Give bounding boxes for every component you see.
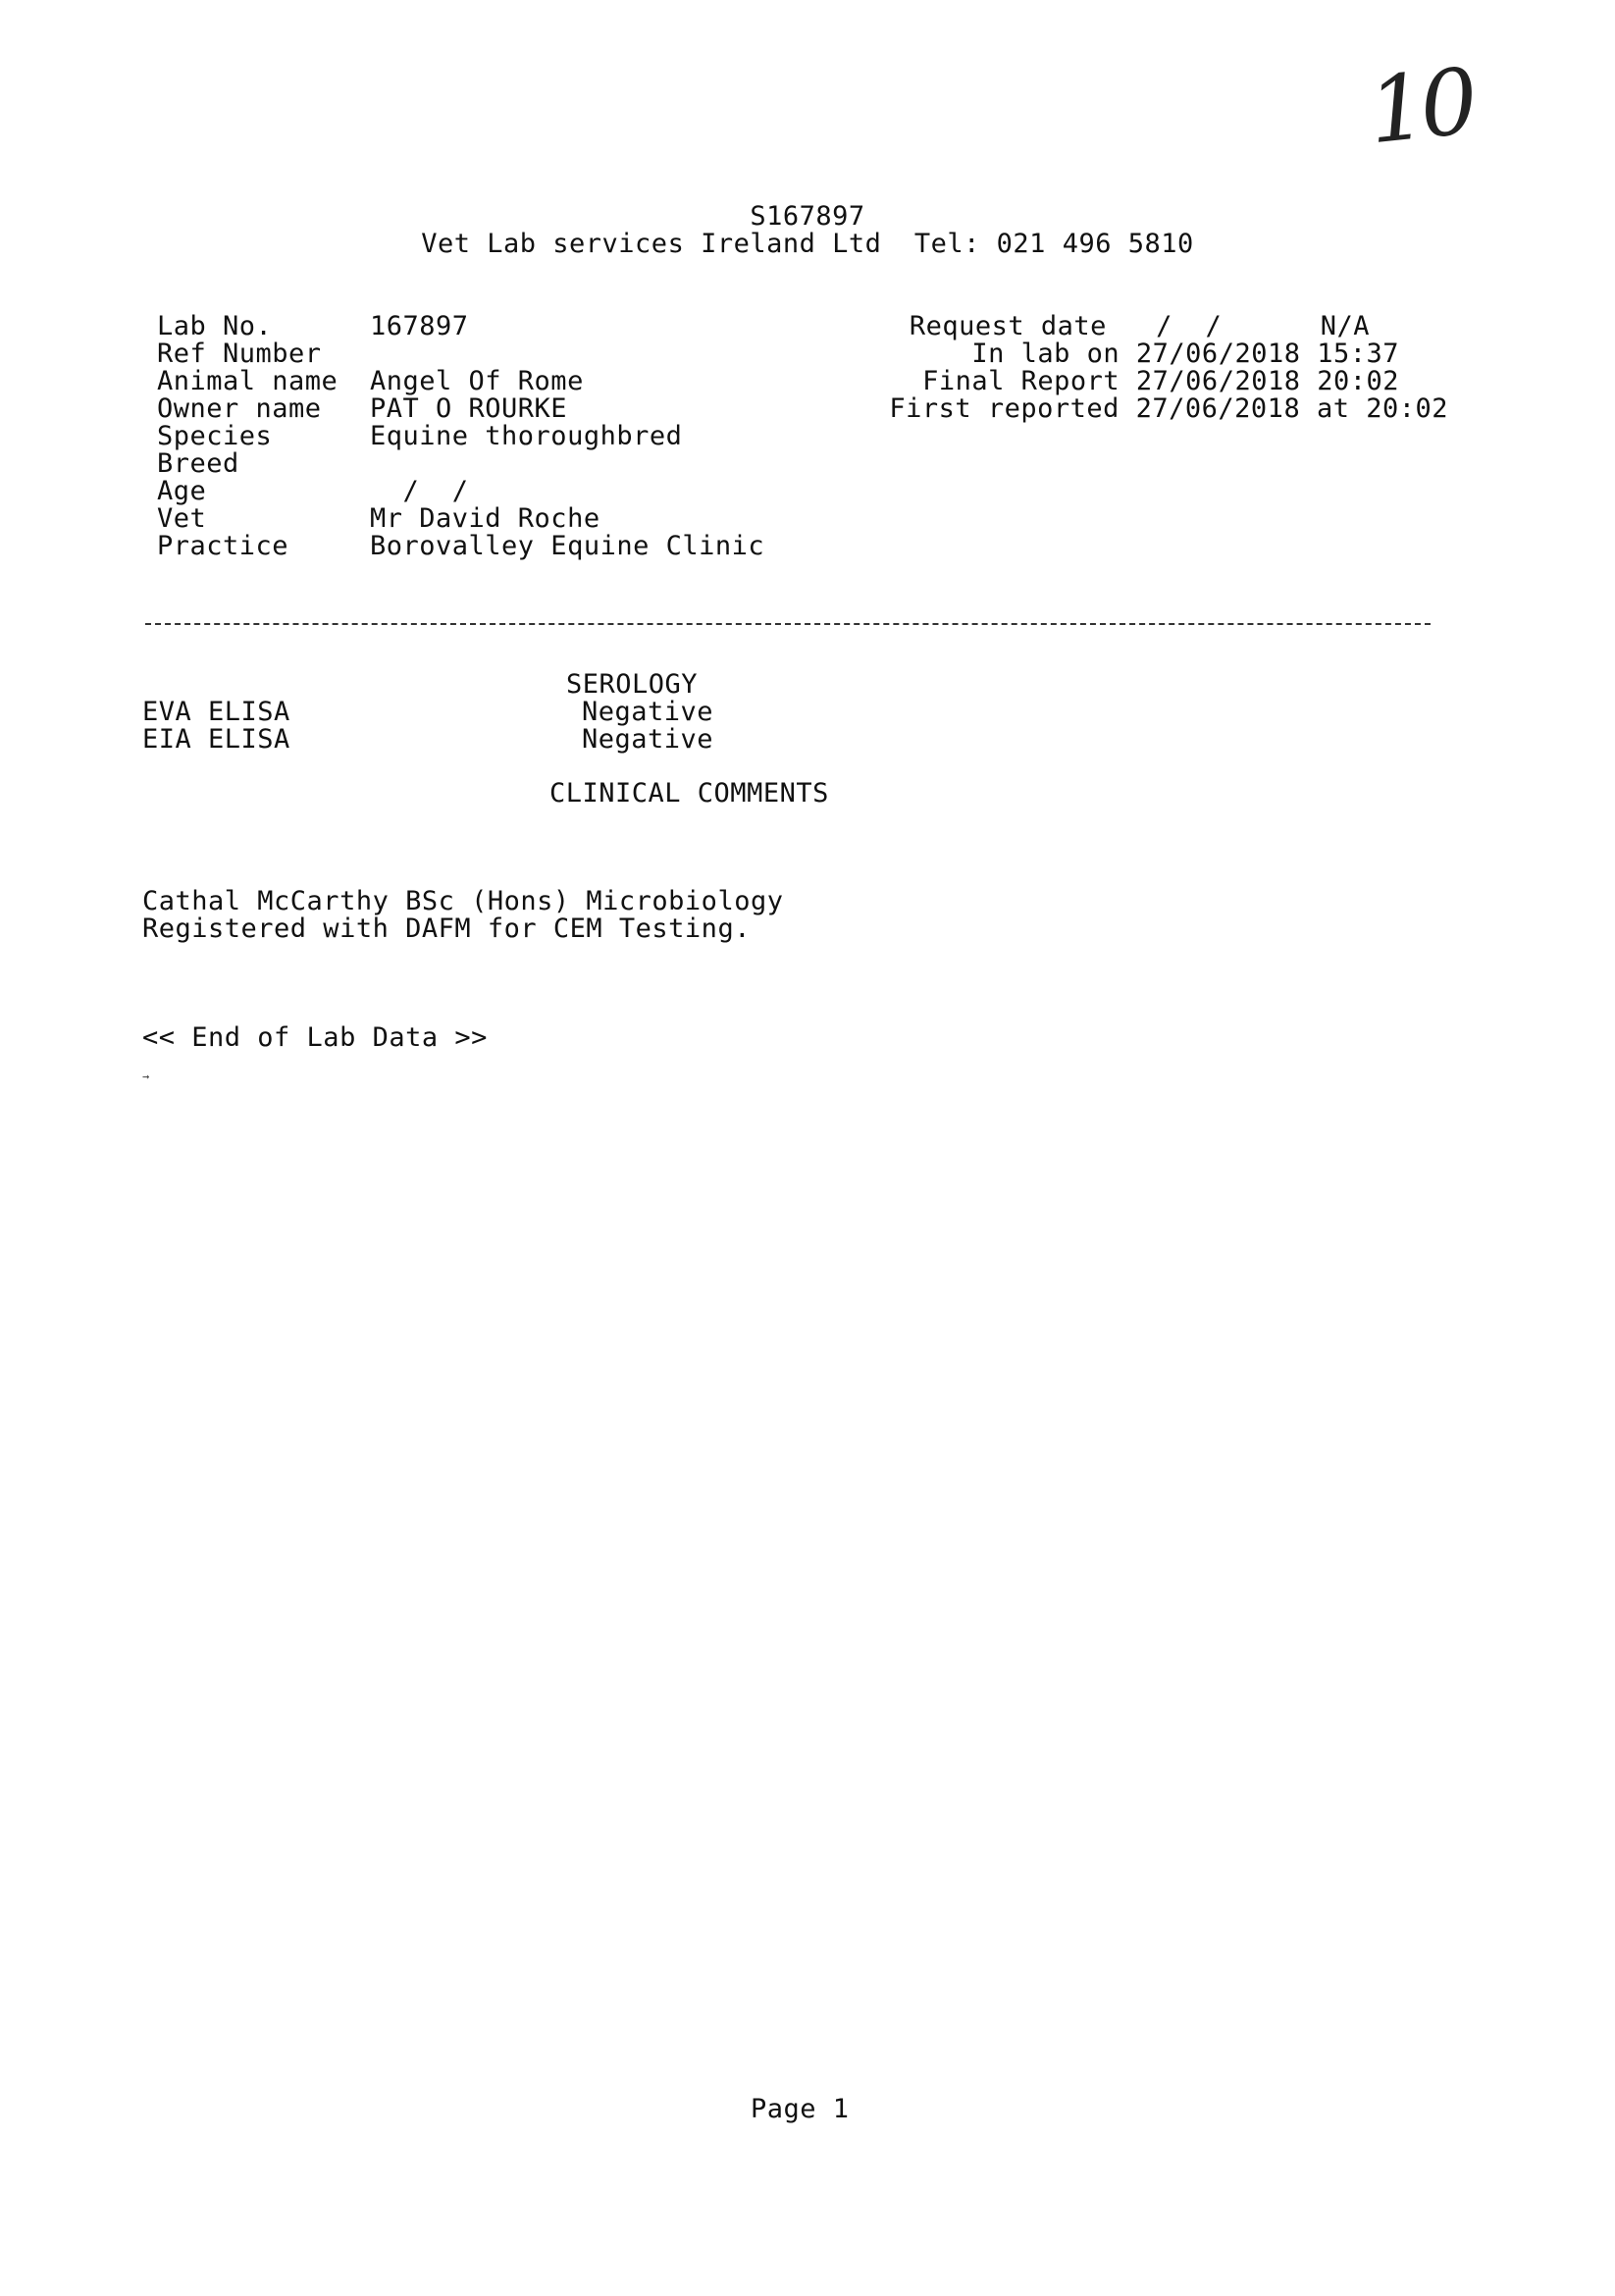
test-result-eia: Negative [582, 724, 714, 755]
company-line: Vet Lab services Ireland Ltd Tel: 021 496 5810 [421, 229, 1194, 259]
owner-name-label: Owner name [157, 393, 322, 424]
animal-name-label: Animal name [157, 366, 339, 396]
lab-no-value: 167897 [370, 311, 469, 341]
animal-name-value: Angel Of Rome [370, 366, 584, 396]
age-label: Age [157, 476, 207, 506]
small-arrow-mark: → [142, 1070, 150, 1083]
test-name-eva: EVA ELISA [142, 697, 290, 727]
sample-id: S167897 [750, 201, 865, 232]
practice-value: Borovalley Equine Clinic [370, 531, 765, 561]
in-lab-line: In lab on 27/06/2018 15:37 [971, 339, 1399, 369]
end-of-lab-data: << End of Lab Data >> [142, 1022, 488, 1053]
species-value: Equine thoroughbred [370, 421, 683, 451]
ref-number-label: Ref Number [157, 339, 322, 369]
vet-label: Vet [157, 503, 207, 534]
request-date-line: Request date / / N/A [909, 311, 1370, 341]
vet-value: Mr David Roche [370, 503, 600, 534]
signature-line-2: Registered with DAFM for CEM Testing. [142, 913, 751, 944]
separator-dashed-line [145, 623, 1431, 625]
page-number: Page 1 [751, 2094, 850, 2124]
final-report-line: Final Report 27/06/2018 20:02 [922, 366, 1399, 396]
lab-no-label: Lab No. [157, 311, 273, 341]
breed-label: Breed [157, 448, 239, 479]
test-result-eva: Negative [582, 697, 714, 727]
test-name-eia: EIA ELISA [142, 724, 290, 755]
species-label: Species [157, 421, 273, 451]
handwritten-page-number: 10 [1363, 48, 1478, 165]
owner-name-value: PAT O ROURKE [370, 393, 568, 424]
serology-heading: SEROLOGY [566, 669, 699, 700]
clinical-comments-heading: CLINICAL COMMENTS [549, 778, 829, 809]
practice-label: Practice [157, 531, 289, 561]
signature-line-1: Cathal McCarthy BSc (Hons) Microbiology [142, 886, 784, 916]
age-value: / / [370, 476, 469, 506]
first-reported-line: First reported 27/06/2018 at 20:02 [889, 393, 1448, 424]
